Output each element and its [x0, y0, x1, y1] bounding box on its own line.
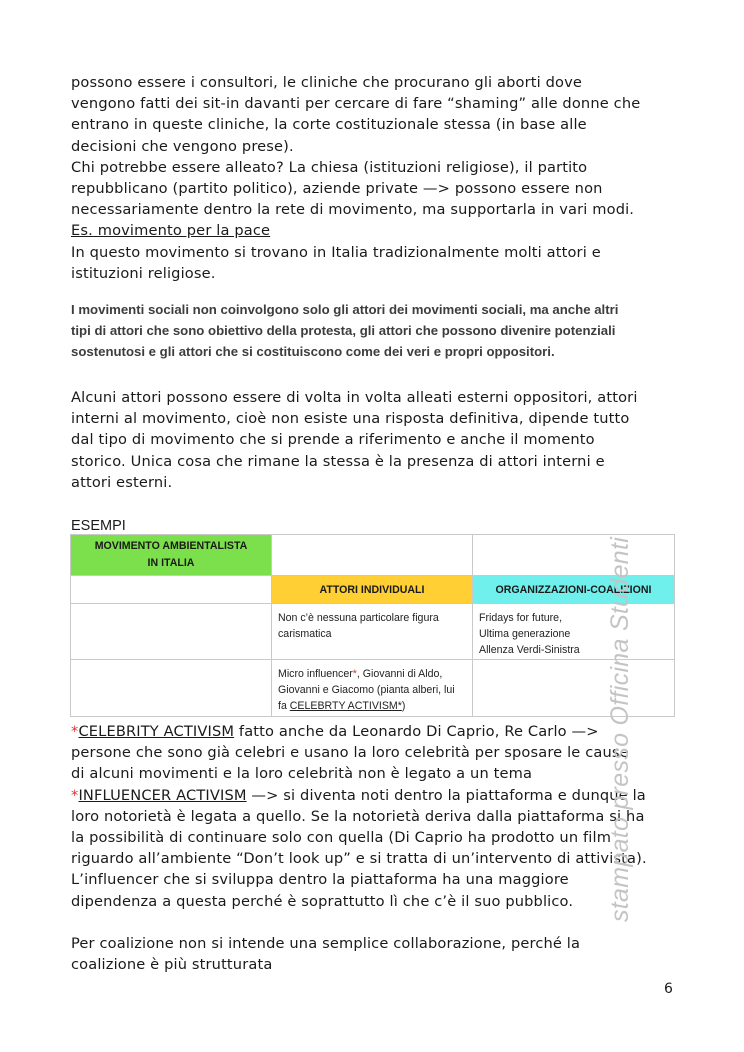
example-label: Es. movimento per la pace: [71, 222, 271, 240]
print-watermark: [604, 532, 640, 922]
text-line: persone che sono già celebri e usano la loro celebrità per sposare le cause: [71, 744, 629, 762]
text-span: —> si diventa noti dentro la piattaforma e dunque la: [246, 786, 646, 804]
text-line: Alcuni attori possono essere di volta in volta alleati esterni oppositori, attori: [71, 389, 638, 406]
table-cell-empty: [71, 660, 272, 717]
paragraph-consultori: [71, 72, 677, 284]
text-line: di alcuni movimenti e la loro celebrità non è legato a un tema: [71, 765, 533, 783]
table-cell-individual: [272, 660, 473, 717]
cell-text: Micro influencer: [278, 668, 353, 680]
text-line: Per coalizione non si intende una semplice collaborazione, perché la: [71, 935, 581, 952]
text-line: interni al movimento, cioè non esiste una risposta definitiva, dipende tutto: [71, 410, 630, 428]
table-cell-org: [473, 604, 675, 660]
table-cell-empty: [473, 660, 675, 717]
org-line: Allenza Verdi-Sinistra: [479, 644, 580, 656]
table-title-cell: MOVIMENTO AMBIENTALISTA IN ITALIA: [71, 535, 272, 576]
esempi-heading: ESEMPI: [71, 518, 126, 534]
table-cell-empty: [272, 535, 473, 576]
table-row: [71, 604, 675, 660]
bold-line: sostenutosi e gli attori che si costituiscono come dei veri e propri oppositori.: [71, 344, 555, 359]
text-line: istituzioni religiose.: [71, 264, 216, 282]
text-line: la possibilità di continuare solo con quella (Di Caprio ha prodotto un film: [71, 829, 612, 847]
text-line: [71, 721, 677, 742]
table-cell-empty: [473, 535, 675, 576]
paragraph-activism: [71, 721, 677, 912]
cell-text: , Giovanni di Aldo, Giovanni e Giacomo (pianta alberi, lui fa: [278, 668, 455, 712]
examples-table: [70, 534, 675, 717]
text-line: entrano in queste cliniche, la corte costituzionale stessa (in base alle: [71, 116, 587, 134]
table-row: [71, 535, 675, 576]
watermark-text: stampato presso Officina Studenti: [606, 536, 634, 922]
text-line: loro notorietà è legata a quello. Se la notorietà deriva dalla piattaforma si ha: [71, 807, 645, 825]
text-line: Chi potrebbe essere alleato? La chiesa (istituzioni religiose), il partito: [71, 158, 588, 176]
text-line: necessariamente dentro la rete di movimento, ma supportarla in vari modi.: [71, 201, 635, 219]
text-line: dipendenza a questa perché è soprattutto lì che c’è il suo pubblico.: [71, 892, 574, 910]
cell-text: ): [401, 700, 406, 712]
text-line: possono essere i consultori, le cliniche che procurano gli aborti dove: [71, 74, 583, 91]
text-line: dal tipo di movimento che si prende a riferimento e anche il momento: [71, 431, 595, 449]
celebrity-activism-term: CELEBRITY ACTIVISM: [78, 723, 235, 740]
asterisk-mark: *: [71, 723, 79, 740]
org-line: Fridays for future,: [479, 612, 563, 624]
text-line: vengono fatti dei sit-in davanti per cercare di fare “shaming” alle donne che: [71, 95, 641, 113]
org-line: Ultima generazione: [479, 628, 571, 640]
bold-summary-paragraph: [71, 299, 677, 362]
influencer-activism-term: INFLUENCER ACTIVISM: [78, 786, 247, 804]
asterisk-mark: *: [71, 786, 79, 804]
column-header-org: ORGANIZZAZIONI-COALIZIONI: [473, 576, 675, 604]
text-line: coalizione è più strutturata: [71, 956, 273, 974]
text-line: decisioni che vengono prese).: [71, 137, 294, 155]
bold-line: tipi di attori che sono obiettivo della protesta, gli attori che possono divenire potenziali: [71, 323, 616, 338]
text-line: storico. Unica cosa che rimane la stessa è la presenza di attori interni e: [71, 452, 605, 470]
text-span: fatto anche da Leonardo Di Caprio, Re Carlo —>: [234, 723, 599, 740]
paragraph-coalizione: [71, 933, 677, 975]
text-line: L’influencer che si sviluppa dentro la piattaforma ha una maggiore: [71, 871, 569, 889]
text-line: In questo movimento si trovano in Italia tradizionalmente molti attori e: [71, 243, 601, 261]
table-cell-individual: Non c’è nessuna particolare figura carismatica: [272, 604, 473, 660]
text-line: [71, 785, 677, 806]
text-line: attori esterni.: [71, 473, 173, 491]
celebrity-activism-link[interactable]: CELEBRTY ACTIVISM*: [289, 700, 402, 712]
table-row: [71, 660, 675, 717]
table-row: [71, 576, 675, 604]
text-line: riguardo all’ambiente “Don’t look up” e si tratta di un’intervento di attivista).: [71, 850, 647, 868]
table-cell-empty: [71, 576, 272, 604]
bold-line: I movimenti sociali non coinvolgono solo gli attori dei movimenti sociali, ma anche altri: [71, 302, 619, 317]
page-number: 6: [664, 981, 673, 997]
column-header-individual: ATTORI INDIVIDUALI: [272, 576, 473, 604]
paragraph-attori: [71, 387, 677, 493]
asterisk-mark: *: [352, 668, 357, 680]
text-line: repubblicano (partito politico), aziende private —> possono essere non: [71, 180, 603, 198]
table-cell-empty: [71, 604, 272, 660]
